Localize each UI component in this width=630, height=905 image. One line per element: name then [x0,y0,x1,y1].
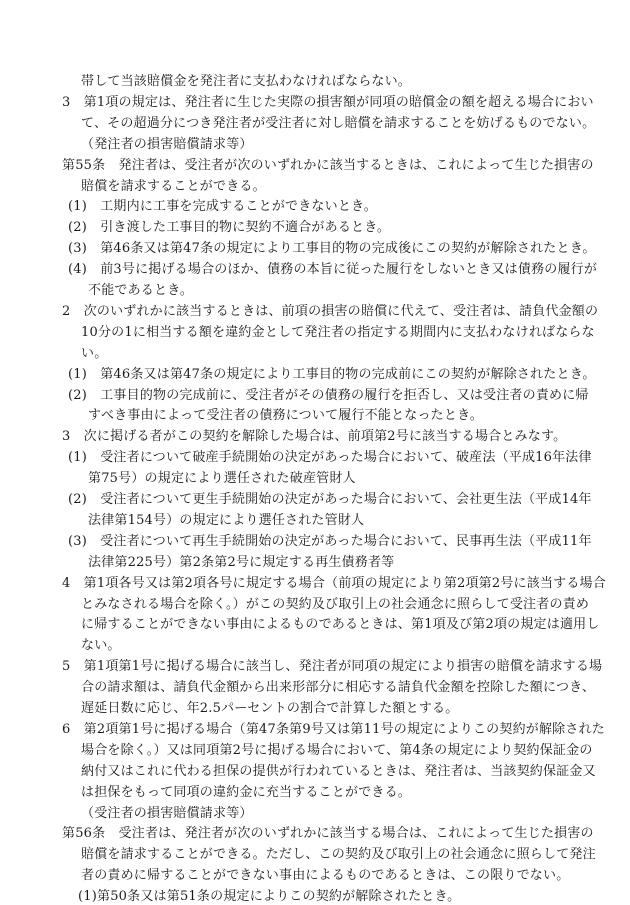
text-line: （発注者の損害賠償請求等） [81,136,253,152]
text-line: 者の責めに帰することができない事由によるものであるときは、この限りでない。 [81,868,570,884]
text-line: 合の請求額は、請負代金額から出来形部分に相応する請負代金額を控除した額につき、 [81,680,596,696]
text-line: 不能であるとき。 [88,283,194,298]
text-line: ない。 [81,638,121,654]
text-line: 4 第1項各号又は第2項各号に規定する場合（前項の規定により第2項第2号に該当する場合 [62,575,606,591]
text-line: (1) 第46条又は第47条の規定により工事目的物の完成前にこの契約が解除されたとき。 [68,366,596,382]
text-line: すべき事由によって受注者の債務について履行不能となったとき。 [88,408,483,424]
text-line: 5 第1項第1号に掲げる場合に該当し、発注者が同項の規定により損害の賠償を請求する場 [62,659,603,675]
text-line: (4) 前3号に掲げる場合のほか、債務の本旨に従った履行をしないとき又は債務の履行が [68,262,598,278]
text-line: 3 第1項の規定は、発注者に生じた実際の損害額が同項の賠償金の額を超える場合におい [62,94,594,110]
text-line: 帯して当該賠償金を発注者に支払わなければならない。 [81,74,412,89]
text-line: て、その超過分につき発注者が受注者に対し賠償を請求することを妨げるものでない。 [81,115,596,131]
text-line: 遅延日数に応じ、年2.5パーセントの割合で計算した額とする。 [81,701,459,716]
text-line: 賠償を請求することができる。ただし、この契約及び取引上の社会通念に照らして発注 [81,847,596,863]
text-line: 第55条 発注者は、受注者が次のいずれかに該当するときは、これによって生じた損害の [62,157,594,173]
text-line: (3) 受注者について再生手続開始の決定があった場合において、民事再生法（平成11年 [68,533,592,549]
text-line: とみなされる場合を除く。）がこの契約及び取引上の社会通念に照らして受注者の責め [81,596,590,612]
text-line: 場合を除く。）又は同項第2号に掲げる場合において、第4条の規定により契約保証金の [81,742,593,758]
text-line: に帰することができない事由によるものであるときは、第1項及び第2項の規定は適用し [81,617,600,633]
text-line: 納付又はこれに代わる担保の提供が行われているときは、発注者は、当該契約保証金又 [81,763,596,779]
text-line: (2) 工事目的物の完成前に、受注者がその債務の履行を拒否し、又は受注者の責めに帰 [68,387,589,403]
text-line: (2) 受注者について更生手続開始の決定があった場合において、会社更生法（平成14年 [68,492,592,507]
text-line: い。 [81,345,108,361]
text-line: (3) 第46条又は第47条の規定により工事目的物の完成後にこの契約が解除されたとき。 [68,241,596,257]
text-line: 第56条 受注者は、発注者が次のいずれかに該当する場合は、これによって生じた損害の [62,826,594,842]
text-line: (2) 引き渡した工事目的物に契約不適合があるとき。 [68,220,391,236]
text-line: 2 次のいずれかに該当するときは、前項の損害の賠償に代えて、受注者は、請負代金額の [62,303,599,319]
text-line: 3 次に掲げる者がこの契約を解除した場合は、前項第2号に該当する場合とみなす。 [62,429,567,445]
text-line: 第75号）の規定により選任された破産管財人 [88,471,356,487]
text-line: (1) 受注者について破産手続開始の決定があった場合において、破産法（平成16年法律 [68,450,592,466]
text-line: 6 第2項第1号に掲げる場合（第47条第9号又は第11号の規定によりこの契約が解除された [62,721,605,737]
text-line: は担保をもって同項の違約金に充当することができる。 [81,784,412,800]
text-line: 法律第225号）第2条第2号に規定する再生債務者等 [88,554,395,570]
text-line: (1)第50条又は第51条の規定によりこの契約が解除されたとき。 [78,889,461,905]
text-line: （受注者の損害賠償請求等） [81,805,253,821]
text-line: (1) 工期内に工事を完成することができないとき。 [68,199,377,215]
text-line: 10分の1に相当する額を違約金として発注者の指定する期間内に支払わなければならな [81,324,595,340]
text-line: 法律第154号）の規定により選任された管財人 [88,512,365,528]
text-line: 賠償を請求することができる。 [81,178,266,194]
